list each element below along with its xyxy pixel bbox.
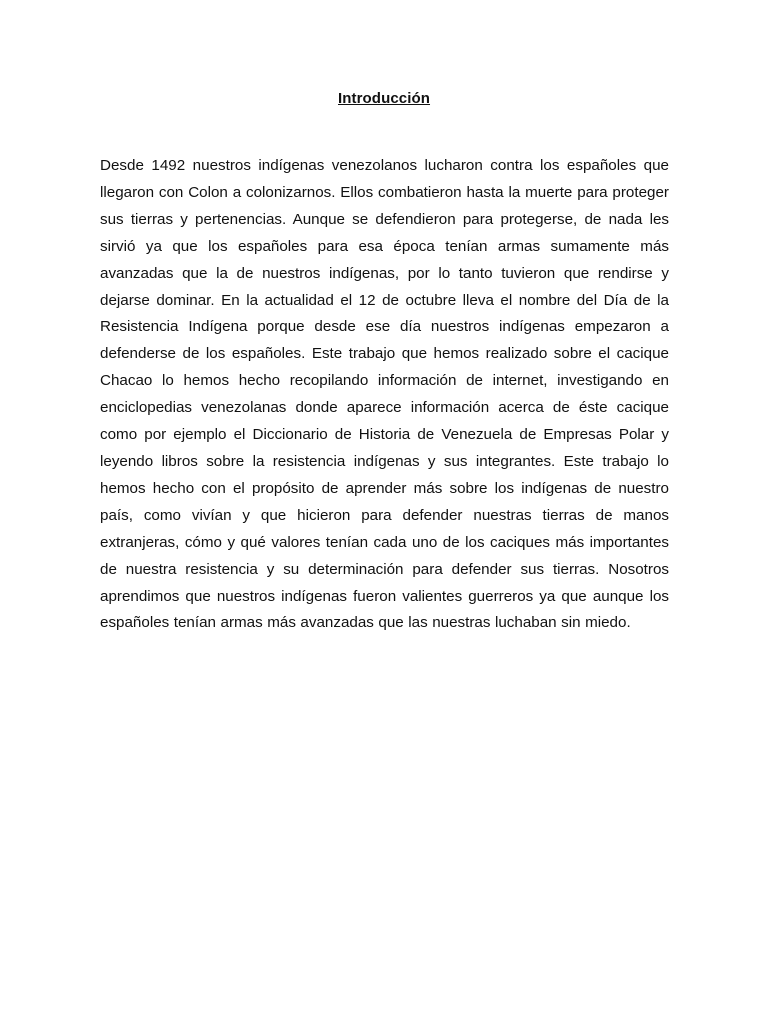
page-title: Introducción xyxy=(337,90,431,107)
body-paragraph: Desde 1492 nuestros indígenas venezolanos lucharon contra los españoles que llegaron con Colon a colonizarnos. Ellos combatieron hasta la muerte para proteger sus tierras y pertenencias. Aunque se defendieron para protegerse, de nada les sirvió ya que los españoles para esa época tenían armas sumamente más avanzadas que la de nuestros indígenas, por lo tanto tuvieron que rendirse y dejarse dominar. En la actualidad el 12 de octubre lleva el nombre del Día de la Resistencia Indígena porque desde ese día nuestros indígenas empezaron a defenderse de los españoles. Este trabajo que hemos realizado sobre el cacique Chacao lo hemos hecho recopilando información de internet, investigando en enciclopedias venezolanas donde aparece información acerca de éste cacique como por ejemplo el Diccionario de Historia de Venezuela de Empresas Polar y leyendo libros sobre la resistencia indígenas y sus integrantes. Este trabajo lo hemos hecho con el propósito de aprender más sobre los indígenas de nuestro país, como vivían y que hicieron para defender nuestras tierras de manos extranjeras, cómo y qué valores tenían cada uno de los caciques más importantes de nuestra resistencia y su determinación para defender sus tierras. Nosotros aprendimos que nuestros indígenas fueron valientes guerreros ya que aunque los españoles tenían armas más avanzadas que las nuestras luchaban sin miedo. xyxy=(100,157,669,632)
